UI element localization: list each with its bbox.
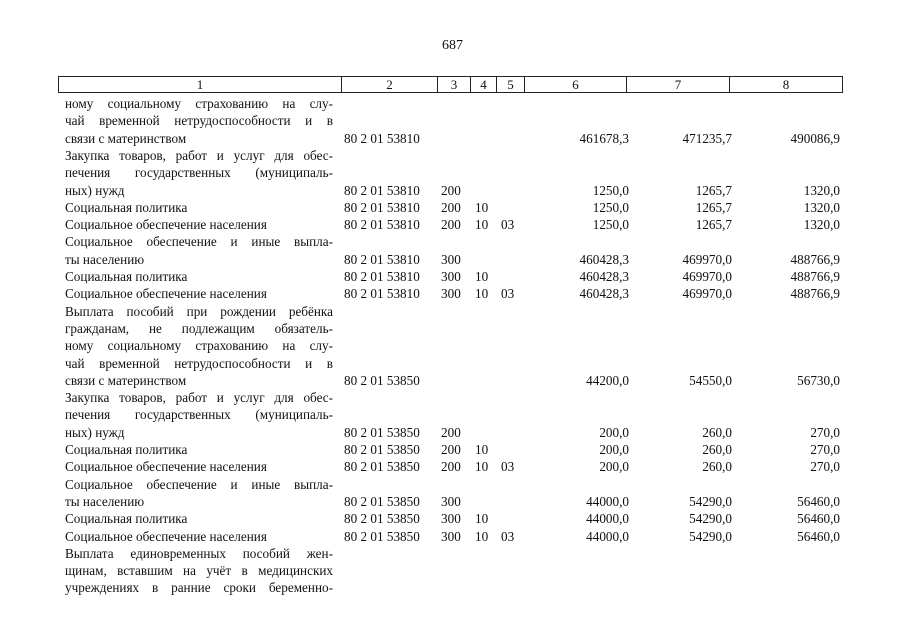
amount-col-7: 54290,0 xyxy=(689,493,732,509)
amount-col-7: 1265,7 xyxy=(695,199,732,215)
amount-col-6: 44200,0 xyxy=(586,372,629,388)
expense-type-code: 300 xyxy=(441,528,461,544)
table-row xyxy=(0,337,905,354)
amount-col-6: 1250,0 xyxy=(592,217,629,233)
target-code: 80 2 01 53810 xyxy=(344,251,420,267)
subsection-code: 03 xyxy=(501,528,515,544)
target-code: 80 2 01 53850 xyxy=(344,459,420,475)
page-number: 687 xyxy=(442,38,463,53)
amount-col-6: 200,0 xyxy=(599,442,629,457)
table-row xyxy=(0,458,905,475)
expense-type-code: 200 xyxy=(441,199,461,215)
table-row xyxy=(0,424,905,441)
column-header-7: 7 xyxy=(627,77,730,93)
target-code: 80 2 01 53810 xyxy=(344,182,420,198)
table-row xyxy=(0,372,905,389)
amount-col-8: 488766,9 xyxy=(790,269,840,284)
table-row xyxy=(0,285,905,302)
line-description: Выплата единовременных пособий жен- xyxy=(65,545,333,561)
table-row xyxy=(0,216,905,233)
expense-type-code: 300 xyxy=(441,269,461,284)
line-description: печения государственных (муниципаль- xyxy=(65,407,333,423)
target-code: 80 2 01 53810 xyxy=(344,130,420,146)
line-description: ному социальному страхованию на слу- xyxy=(65,338,333,354)
amount-col-7: 54290,0 xyxy=(689,528,732,544)
amount-col-8: 488766,9 xyxy=(790,251,840,267)
column-header-8: 8 xyxy=(730,77,843,93)
amount-col-7: 469970,0 xyxy=(682,251,732,267)
amount-col-7: 260,0 xyxy=(702,424,732,440)
table-row xyxy=(0,112,905,129)
amount-col-8: 270,0 xyxy=(810,442,840,457)
subsection-code: 03 xyxy=(501,286,515,302)
line-description: связи с материнством xyxy=(65,130,187,146)
target-code: 80 2 01 53850 xyxy=(344,372,420,388)
expense-type-code: 200 xyxy=(441,217,461,233)
section-code: 10 xyxy=(475,269,489,284)
amount-col-6: 461678,3 xyxy=(579,130,629,146)
target-code: 80 2 01 53810 xyxy=(344,269,420,284)
line-description: ных) нужд xyxy=(65,182,125,198)
line-description: Закупка товаров, работ и услуг для обес- xyxy=(65,147,333,163)
table-row xyxy=(0,95,905,112)
amount-col-7: 471235,7 xyxy=(682,130,732,146)
line-description: чай временной нетрудоспособности и в xyxy=(65,355,333,371)
subsection-code: 03 xyxy=(501,217,515,233)
table-row xyxy=(0,182,905,199)
line-description: Выплата пособий при рождении ребёнка xyxy=(65,303,333,319)
amount-col-7: 1265,7 xyxy=(695,182,732,198)
target-code: 80 2 01 53850 xyxy=(344,528,420,544)
line-description: ты населению xyxy=(65,251,145,267)
target-code: 80 2 01 53850 xyxy=(344,442,420,457)
table-row xyxy=(0,303,905,320)
section-code: 10 xyxy=(475,511,489,527)
column-header-6: 6 xyxy=(525,77,627,93)
expense-type-code: 300 xyxy=(441,511,461,527)
table-row xyxy=(0,493,905,510)
section-code: 10 xyxy=(475,528,489,544)
target-code: 80 2 01 53850 xyxy=(344,511,420,527)
line-description: гражданам, не подлежащим обязатель- xyxy=(65,320,333,336)
table-row xyxy=(0,406,905,423)
table-row xyxy=(0,199,905,216)
amount-col-8: 270,0 xyxy=(810,424,840,440)
line-description: ных) нужд xyxy=(65,424,125,440)
line-description: Социальное обеспечение населения xyxy=(65,459,267,475)
amount-col-6: 44000,0 xyxy=(586,528,629,544)
line-description: Социальная политика xyxy=(65,511,188,527)
amount-col-7: 1265,7 xyxy=(695,217,732,233)
line-description: щинам, вставшим на учёт в медицинских xyxy=(65,563,333,579)
expense-type-code: 200 xyxy=(441,182,461,198)
column-header-2: 2 xyxy=(342,77,438,93)
table-row xyxy=(0,510,905,527)
section-code: 10 xyxy=(475,286,489,302)
amount-col-6: 460428,3 xyxy=(579,251,629,267)
line-description: Социальное обеспечение населения xyxy=(65,528,267,544)
column-header-1: 1 xyxy=(59,77,342,93)
table-row xyxy=(0,389,905,406)
table-row xyxy=(0,355,905,372)
target-code: 80 2 01 53850 xyxy=(344,493,420,509)
amount-col-8: 1320,0 xyxy=(803,199,840,215)
table-row xyxy=(0,147,905,164)
column-header-3: 3 xyxy=(438,77,471,93)
amount-col-6: 1250,0 xyxy=(592,199,629,215)
amount-col-6: 200,0 xyxy=(599,459,629,475)
table-row xyxy=(0,441,905,458)
subsection-code: 03 xyxy=(501,459,515,475)
target-code: 80 2 01 53810 xyxy=(344,286,420,302)
line-description: печения государственных (муниципаль- xyxy=(65,165,333,181)
expense-type-code: 300 xyxy=(441,286,461,302)
amount-col-8: 56460,0 xyxy=(797,528,840,544)
line-description: Социальная политика xyxy=(65,269,188,284)
line-description: Социальное обеспечение и иные выпла- xyxy=(65,476,333,492)
table-row xyxy=(0,579,905,596)
amount-col-7: 469970,0 xyxy=(682,269,732,284)
amount-col-7: 54550,0 xyxy=(689,372,732,388)
column-header-5: 5 xyxy=(497,77,525,93)
line-description: Закупка товаров, работ и услуг для обес- xyxy=(65,390,333,406)
amount-col-7: 469970,0 xyxy=(682,286,732,302)
table-row xyxy=(0,233,905,250)
amount-col-6: 460428,3 xyxy=(579,286,629,302)
section-code: 10 xyxy=(475,217,489,233)
line-description: Социальная политика xyxy=(65,442,188,457)
amount-col-8: 56460,0 xyxy=(797,493,840,509)
line-description: учреждениях в ранние сроки беременно- xyxy=(65,580,333,596)
expense-type-code: 300 xyxy=(441,251,461,267)
target-code: 80 2 01 53810 xyxy=(344,199,420,215)
expense-type-code: 200 xyxy=(441,459,461,475)
table-row xyxy=(0,562,905,579)
line-description: Социальное обеспечение населения xyxy=(65,217,267,233)
amount-col-8: 56730,0 xyxy=(797,372,840,388)
line-description: Социальное обеспечение населения xyxy=(65,286,267,302)
line-description: Социальная политика xyxy=(65,199,188,215)
amount-col-6: 460428,3 xyxy=(579,269,629,284)
amount-col-8: 490086,9 xyxy=(790,130,840,146)
section-code: 10 xyxy=(475,199,489,215)
line-description: ному социальному страхованию на слу- xyxy=(65,96,333,111)
table-row xyxy=(0,251,905,268)
line-description: ты населению xyxy=(65,493,145,509)
line-description: связи с материнством xyxy=(65,372,187,388)
section-code: 10 xyxy=(475,459,489,475)
table-row xyxy=(0,545,905,562)
target-code: 80 2 01 53850 xyxy=(344,424,420,440)
line-description: Социальное обеспечение и иные выпла- xyxy=(65,234,333,250)
table-row xyxy=(0,164,905,181)
column-header-4: 4 xyxy=(471,77,497,93)
section-code: 10 xyxy=(475,442,489,457)
amount-col-8: 488766,9 xyxy=(790,286,840,302)
expense-type-code: 200 xyxy=(441,424,461,440)
amount-col-6: 44000,0 xyxy=(586,493,629,509)
amount-col-7: 260,0 xyxy=(702,459,732,475)
line-description: чай временной нетрудоспособности и в xyxy=(65,113,333,129)
amount-col-6: 1250,0 xyxy=(592,182,629,198)
amount-col-8: 1320,0 xyxy=(803,217,840,233)
table-row xyxy=(0,528,905,545)
table-row xyxy=(0,268,905,285)
expense-type-code: 200 xyxy=(441,442,461,457)
amount-col-8: 270,0 xyxy=(810,459,840,475)
amount-col-7: 54290,0 xyxy=(689,511,732,527)
amount-col-6: 44000,0 xyxy=(586,511,629,527)
amount-col-6: 200,0 xyxy=(599,424,629,440)
expense-type-code: 300 xyxy=(441,493,461,509)
table-row xyxy=(0,130,905,147)
table-row xyxy=(0,476,905,493)
target-code: 80 2 01 53810 xyxy=(344,217,420,233)
table-row xyxy=(0,320,905,337)
amount-col-7: 260,0 xyxy=(702,442,732,457)
amount-col-8: 1320,0 xyxy=(803,182,840,198)
amount-col-8: 56460,0 xyxy=(797,511,840,527)
